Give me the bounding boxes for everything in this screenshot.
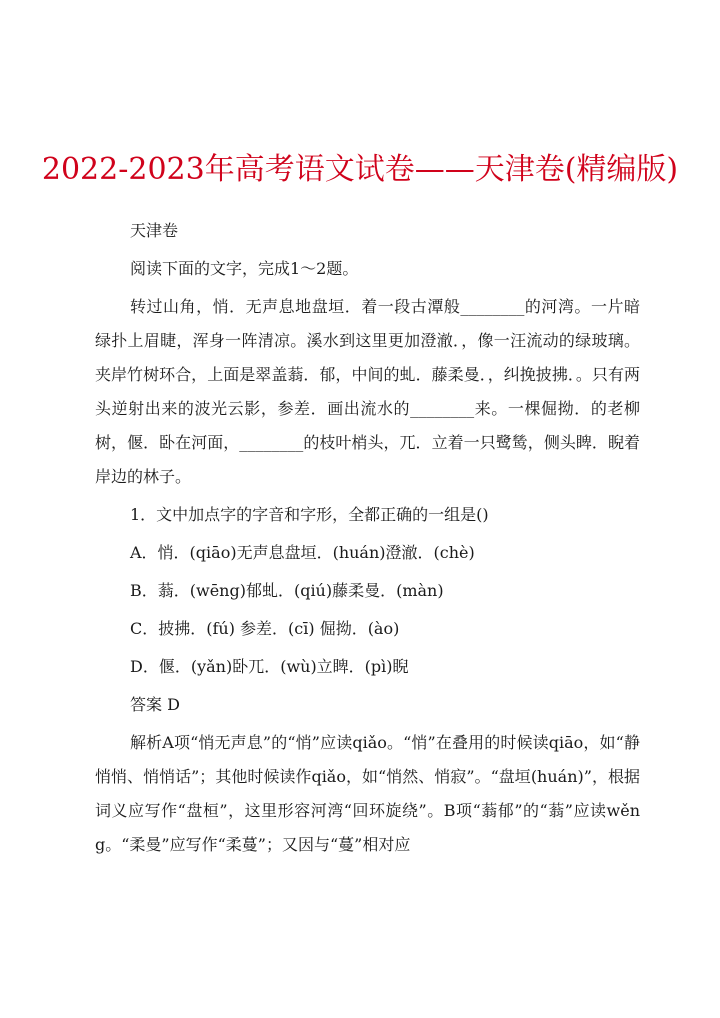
option-a: A．悄．(qiāo)无声息盘垣．(huán)澄澈．(chè)	[130, 543, 475, 562]
document-body	[95, 214, 640, 862]
section-label: 天津卷	[130, 221, 179, 240]
reading-instruction: 阅读下面的文字，完成1～2题。	[130, 259, 359, 278]
answer-line: 答案 D	[130, 695, 180, 714]
reading-passage: 转过山角，悄．无声息地盘垣．着一段古潭般________的河湾。一片暗绿扑上眉睫，浑身一阵清凉。溪水到这里更加澄澈．，像一汪流动的绿玻璃。夹岸竹树环合，上面是翠盖蓊．郁，中间的虬．藤柔曼．，纠挽披拂．。只有两头逆射出来的波光云影，参差．画出流水的________来。一棵倔拗．的老柳树，偃．卧在河面，________的枝叶梢头，兀．立着一只鹭鸶，侧头睥．睨着岸边的林子。	[95, 297, 640, 486]
question-stem: 1．文中加点字的字音和字形，全都正确的一组是()	[130, 505, 489, 524]
document-title: 2022-2023年高考语文试卷——天津卷(精编版)	[41, 152, 679, 187]
option-b: B．蓊．(wēng)郁虬．(qiú)藤柔曼．(màn)	[130, 581, 444, 600]
option-c: C．披拂．(fú) 参差．(cī) 倔拗．(ào)	[130, 619, 400, 638]
explanation-paragraph: 解析A项“悄无声息”的“悄”应读qiǎo。“悄”在叠用的时候读qiāo，如“静悄悄、悄悄话”；其他时候读作qiǎo，如“悄然、悄寂”。“盘垣(huán)”，根据词义应写作“盘桓”，这里形容河湾“回环旋绕”。B项“蓊郁”的“蓊”应读wěng。“柔曼”应写作“柔蔓”；又因与“蔓”相对应	[95, 733, 640, 854]
option-d: D．偃．(yǎn)卧兀．(wù)立睥．(pì)睨	[130, 657, 409, 676]
